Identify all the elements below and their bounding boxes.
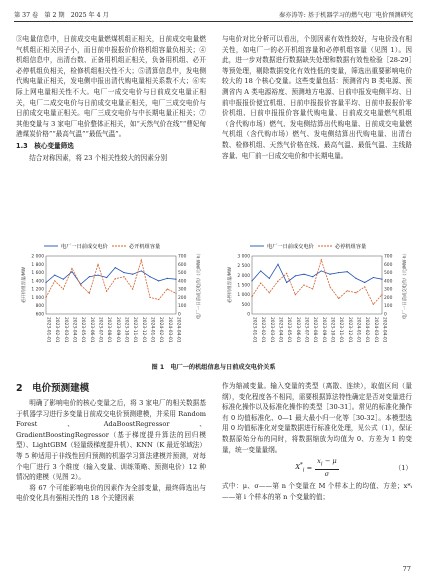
data-point xyxy=(141,270,142,271)
y-left-tick-label: 1 000 xyxy=(31,295,44,301)
y-left-tick-label: 1 200 xyxy=(31,287,44,293)
x-tick-label: 2024-03-01 xyxy=(166,317,172,343)
x-tick-label: 2023-10-01 xyxy=(329,317,335,343)
y-right-axis-label: 电厂一日前成交电价/（元/MW·h） xyxy=(403,251,408,319)
x-tick-label: 2023-09-01 xyxy=(320,317,326,343)
data-point xyxy=(45,297,46,298)
y-right-tick-label: 200 xyxy=(384,295,393,301)
x-tick-label: 2023-10-01 xyxy=(123,317,129,343)
data-point xyxy=(97,264,98,265)
data-point xyxy=(355,278,356,279)
y-left-tick-label: 1 600 xyxy=(31,271,44,277)
x-tick-label: 2023-02-01 xyxy=(260,317,266,343)
data-point xyxy=(329,286,330,287)
data-point xyxy=(277,264,278,265)
y-right-tick-label: 200 xyxy=(178,295,187,301)
equation-number: （1） xyxy=(394,463,412,472)
x-tick-label: 2024-03-01 xyxy=(372,317,378,343)
y-left-tick-label: 3 000 xyxy=(237,254,250,260)
legend-label: 必停机组容量 xyxy=(335,244,367,250)
figure-caption: 图 1 电厂一的机组信息与日前成交电价关系 xyxy=(151,364,276,371)
data-point xyxy=(312,276,313,277)
y-right-tick-label: 500 xyxy=(384,271,393,277)
data-point xyxy=(175,293,176,294)
y-right-tick-label: 0 xyxy=(384,312,387,318)
y-left-tick-label: 1 000 xyxy=(237,293,250,299)
data-point xyxy=(132,274,133,275)
x-tick-label: 2023-07-01 xyxy=(97,317,103,343)
x-tick-label: 2023-12-01 xyxy=(140,317,146,343)
y-left-tick-label: 2 000 xyxy=(31,254,44,260)
x-tick-label: 2023-11-01 xyxy=(132,317,138,343)
y-left-tick-label: 600 xyxy=(35,312,44,318)
paragraph: ③电量信息中，日前成交电量燃煤机组正相关，日前成交电量燃气机组正相关因子小，而日前申报报价价格机组容量负相关；④机组信息中，出清台数、正备用机组正相关，负备用机组、必开必停机组负相关，检修机组相关性不大；⑤清算信息中，发电侧代购电量正相关，发电侧申报出清代购电量相关系数不大；⑥实际上网电量相关性不大。电厂一成交电价与日前成交电量正相关，电厂二成交电价与日前成交电量正相关，电厂三成交电价与日前成交电量正相关。电厂三成交电价与中长期电量正相关；⑦其他变量与 3 家电厂电价整体正相关，如“天然气价在线”“曹妃甸港煤炭价格”“最高气温”“最低气温”。 xyxy=(16,35,206,139)
chart-svg xyxy=(16,238,206,360)
x-tick-label: 2023-09-01 xyxy=(114,317,120,343)
series-line xyxy=(252,260,382,304)
x-tick-label: 2023-03-01 xyxy=(268,317,274,343)
x-tick-label: 2024-01-01 xyxy=(355,317,361,343)
y-right-tick-label: 500 xyxy=(178,271,187,277)
y-right-tick-label: 700 xyxy=(178,254,187,260)
legend-label: 必开机组容量 xyxy=(129,244,161,250)
data-point xyxy=(321,270,322,271)
paragraph: 式中：μ、σ——第 n 个变量在 M 个样本上的均值、方差；x*ᵢ——第 i 个样本的第 n 个变量的值； xyxy=(222,482,412,501)
data-point xyxy=(175,279,176,280)
data-point xyxy=(54,274,55,275)
data-point xyxy=(89,293,90,294)
series-line xyxy=(46,268,176,285)
data-point xyxy=(63,289,64,290)
data-point xyxy=(106,291,107,292)
running-header xyxy=(14,10,413,22)
x-tick-label: 2023-04-01 xyxy=(71,317,77,343)
header-journal-info: 第 37 卷 第 2 期 2025 年 4 月 xyxy=(14,12,109,19)
equation-1: $X^*_i$ = $\frac{x_i - \mu}{\sigma}$ （1） xyxy=(295,457,412,479)
y-right-tick-label: 400 xyxy=(178,279,187,285)
x-tick-label: 2024-02-01 xyxy=(158,317,164,343)
data-point xyxy=(167,289,168,290)
data-point xyxy=(251,296,252,297)
y-left-tick-label: 1 800 xyxy=(31,262,44,268)
left-column-bottom xyxy=(16,398,206,564)
data-point xyxy=(251,280,252,281)
data-point xyxy=(269,278,270,279)
data-point xyxy=(338,272,339,273)
data-point xyxy=(63,279,64,280)
data-point xyxy=(260,270,261,271)
data-point xyxy=(286,273,287,274)
page-number: 77 xyxy=(402,565,411,573)
x-tick-label: 2023-04-01 xyxy=(277,317,283,343)
data-point xyxy=(54,280,55,281)
data-point xyxy=(115,278,116,279)
chart-must-stop-capacity xyxy=(222,238,412,360)
data-point xyxy=(338,298,339,299)
y-right-tick-label: 600 xyxy=(384,262,393,268)
y-right-tick-label: 700 xyxy=(384,254,393,260)
x-tick-label: 2023-06-01 xyxy=(294,317,300,343)
data-point xyxy=(321,259,322,260)
chart-legend xyxy=(250,242,366,250)
legend-label: 电厂一日前成交电价 xyxy=(267,244,314,250)
x-tick-label: 2024-02-01 xyxy=(364,317,370,343)
y-right-tick-label: 100 xyxy=(384,304,393,310)
section-title: 2 电价预测建模 xyxy=(16,383,90,394)
data-point xyxy=(167,278,168,279)
data-point xyxy=(141,260,142,261)
data-point xyxy=(295,294,296,295)
equation-lhs: $X^*_i$ xyxy=(295,462,305,474)
paragraph: 结合对称因素，将 23 个相关性较大的因素分别 xyxy=(29,153,168,162)
paragraph: 明确了影响电价的核心变量之后，将 3 家电厂的相关数据基于机器学习进行多变量日前成交电价预测建模，并采用 Random Forest、AdaBoostRegressor、GradientBoostingRegressor（基于梯度提升算法的回归模型）、LightGBM（轻量级梯度提升机）、KNN（K 最近邻域法）等 5 种适用于非线性回归预测的机器学习算法建模并预测，对每个电厂进行 3 个维度（输入变量、训练策略、预测电价）12 种情况的建模（见图 2）。 xyxy=(16,399,206,482)
y-right-tick-label: 600 xyxy=(178,262,187,268)
series-line xyxy=(252,264,382,282)
y-right-axis-label: 电厂一日前成交电价/（元/MW·h） xyxy=(197,251,202,319)
data-point xyxy=(260,282,261,283)
y-right-tick-label: 300 xyxy=(384,287,393,293)
data-point xyxy=(158,299,159,300)
subsection-title: 1.3 核心变量筛选 xyxy=(16,141,74,150)
y-left-tick-label: 1 400 xyxy=(31,279,44,285)
paragraph: 将 67 个可能影响电价的因素作为全部变量，最终筛选出与电价变化具有强相关性的 18 个关键因素 xyxy=(16,483,206,503)
x-tick-label: 2023-05-01 xyxy=(80,317,86,343)
data-point xyxy=(132,289,133,290)
plot-frame xyxy=(252,256,382,314)
data-point xyxy=(355,292,356,293)
x-tick-label: 2023-06-01 xyxy=(88,317,94,343)
y-left-tick-label: 2 500 xyxy=(237,264,250,270)
x-tick-label: 2023-07-01 xyxy=(303,317,309,343)
x-tick-label: 2023-05-01 xyxy=(286,317,292,343)
right-column-bottom xyxy=(222,381,412,564)
data-point xyxy=(106,277,107,278)
y-right-tick-label: 300 xyxy=(178,287,187,293)
y-left-axis-label: 必停机组容量/MW xyxy=(228,267,233,303)
data-point xyxy=(123,276,124,277)
header-paper-title: 秦亦涛等: 基于机器学习的燃气电厂电价预测研究 xyxy=(279,12,413,19)
y-left-tick-label: 500 xyxy=(241,302,250,308)
chart-svg xyxy=(222,238,412,360)
data-point xyxy=(381,279,382,280)
data-point xyxy=(295,275,296,276)
data-point xyxy=(89,276,90,277)
x-tick-label: 2023-08-01 xyxy=(312,317,318,343)
x-tick-label: 2024-01-01 xyxy=(149,317,155,343)
right-column-top xyxy=(222,34,412,234)
data-point xyxy=(277,281,278,282)
equation-fraction: $\frac{x_i - \mu}{\sigma}$ xyxy=(317,457,337,479)
data-point xyxy=(123,272,124,273)
data-point xyxy=(373,277,374,278)
x-tick-label: 2023-01-01 xyxy=(45,317,51,343)
data-point xyxy=(97,274,98,275)
data-point xyxy=(347,271,348,272)
x-tick-label: 2024-04-01 xyxy=(175,317,181,343)
y-left-tick-label: 800 xyxy=(35,304,44,310)
data-point xyxy=(286,282,287,283)
x-tick-label: 2024-04-01 xyxy=(381,317,387,343)
plot-frame xyxy=(46,256,176,314)
data-point xyxy=(364,286,365,287)
data-point xyxy=(303,284,304,285)
data-point xyxy=(347,290,348,291)
x-tick-label: 2023-03-01 xyxy=(62,317,68,343)
data-point xyxy=(149,297,150,298)
data-point xyxy=(115,267,116,268)
chart-legend xyxy=(44,242,160,250)
x-tick-label: 2023-01-01 xyxy=(251,317,257,343)
data-point xyxy=(158,280,159,281)
y-right-tick-label: 100 xyxy=(178,304,187,310)
x-tick-label: 2023-12-01 xyxy=(346,317,352,343)
y-right-tick-label: 0 xyxy=(178,312,181,318)
data-point xyxy=(303,274,304,275)
paragraph: 与电价对比分析可以看出，个别因素有效性较好，与电价没有相关性，如电厂一的必开机组容量和必停机组容量（见图 1）。因此，进一步对数据进行数据缺失处理和数据有效性检验［28-29］等预处理，剔除数据变化有效性低的变量，筛选出重要影响电价较大的 18 个核心变量。这些变量包括：预测省内 B 类电源、预测省内 A 类电源裕度、预测地方电源、日前申报发电侧平均、日前申报报价便宜机组、日前申报报价容量平均、日前申报报价零价机组、日前申报报价容量代购电量、日前成交电量燃气机组（含代购市场）燃气、发电侧结算出代购电量、日前成交电量燃气机组（含代购市场）燃气、发电侧结算出代购电量、出清台数、检修机组、天然气价格在线、最高气温、最低气温、主线路容量、电厂前一日成交电价和中长期电量。 xyxy=(222,35,412,160)
x-tick-label: 2023-08-01 xyxy=(106,317,112,343)
y-left-axis-label: 必开机组容量/MW xyxy=(22,267,27,303)
paragraph: 作为缩减变量。输入变量的类型（离散、连续），取值区间（量纲），变化程度各不相同，需要根据算法特性确定是否对变量进行标准化操作以及标准化操作的类型［30-31］。常见的标准化操作有 0 均值标准化、0—1 最大最小归一化等［30-32］。本模型选用 0 均值标准化对变量数据进行标准化处理，见公式（1），保证数据原始分布的同时，将数据缩放为均值为 0、方差为 1 的变量，统一变量量纲。 xyxy=(222,382,412,454)
data-point xyxy=(381,294,382,295)
chart-must-run-capacity xyxy=(16,238,206,360)
data-point xyxy=(149,276,150,277)
y-left-tick-label: 2 000 xyxy=(237,273,250,279)
data-point xyxy=(312,288,313,289)
data-point xyxy=(45,282,46,283)
data-point xyxy=(364,282,365,283)
y-right-tick-label: 400 xyxy=(384,279,393,285)
data-point xyxy=(71,271,72,272)
y-left-tick-label: 1 500 xyxy=(237,283,250,289)
data-point xyxy=(80,284,81,285)
data-point xyxy=(71,268,72,269)
data-point xyxy=(329,274,330,275)
data-point xyxy=(269,292,270,293)
y-left-tick-label: 0 xyxy=(247,312,250,318)
x-tick-label: 2023-02-01 xyxy=(54,317,60,343)
legend-label: 电厂一日前成交电价 xyxy=(61,244,108,250)
x-tick-label: 2023-11-01 xyxy=(338,317,344,343)
data-point xyxy=(373,304,374,305)
